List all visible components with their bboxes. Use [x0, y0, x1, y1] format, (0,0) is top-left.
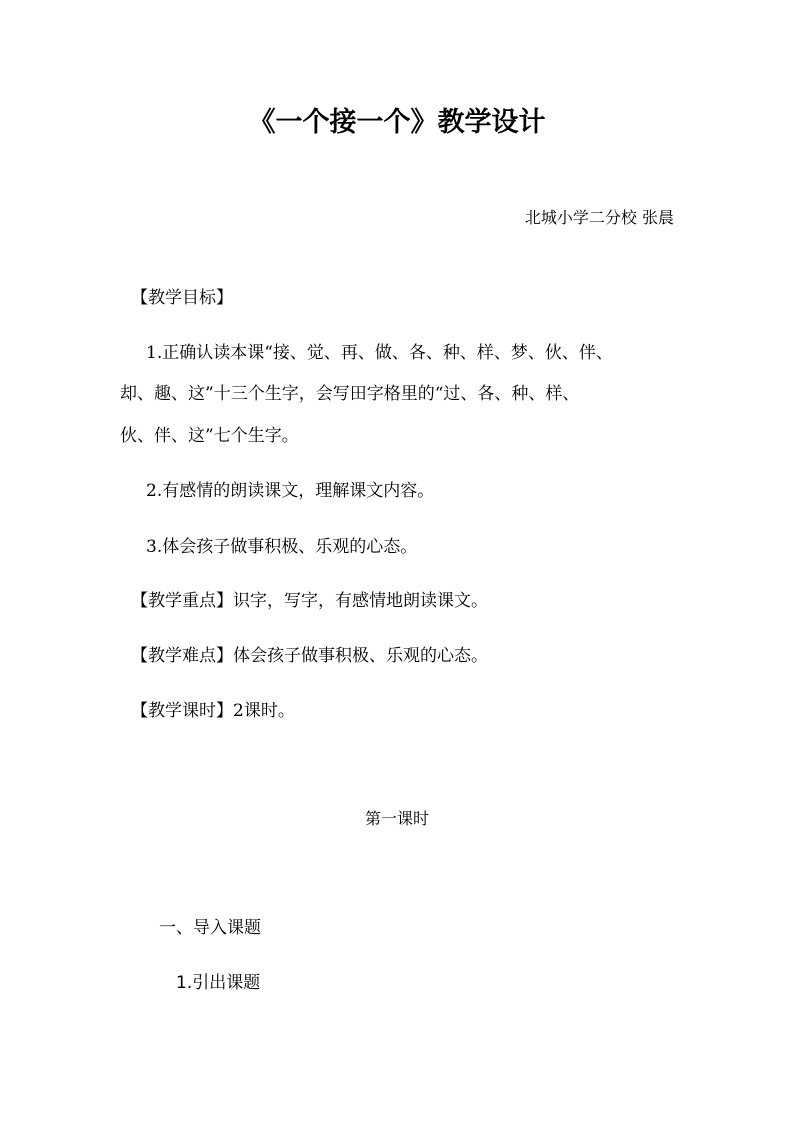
objective-3: 3.体会孩子做事积极、乐观的心态。 — [146, 537, 418, 557]
objective-1-line-1: 1.正确认读本课“接、觉、再、做、各、种、样、梦、伙、伴、 — [146, 343, 613, 363]
document-title: 《一个接一个》教学设计 — [248, 107, 546, 138]
lesson-heading: 第一课时 — [364, 809, 429, 828]
lesson-hours: 【教学课时】2课时。 — [131, 701, 295, 721]
key-points: 【教学重点】识字，写字，有感情地朗读课文。 — [131, 591, 488, 611]
difficulties: 【教学难点】体会孩子做事积极、乐观的心态。 — [131, 646, 488, 666]
objectives-heading: 【教学目标】 — [131, 288, 233, 308]
section-heading-1: 一、导入课题 — [159, 918, 261, 938]
section-1-item-1: 1.引出课题 — [176, 973, 261, 993]
objective-1-line-3: 伙、伴、这”七个生字。 — [120, 426, 299, 446]
author-line: 北城小学二分校 张晨 — [524, 208, 674, 227]
objective-1-line-2: 却、趣、这”十三个生字，会写田字格里的“过、各、种、样、 — [120, 384, 580, 404]
objective-2: 2.有感情的朗读课文，理解课文内容。 — [146, 481, 435, 501]
